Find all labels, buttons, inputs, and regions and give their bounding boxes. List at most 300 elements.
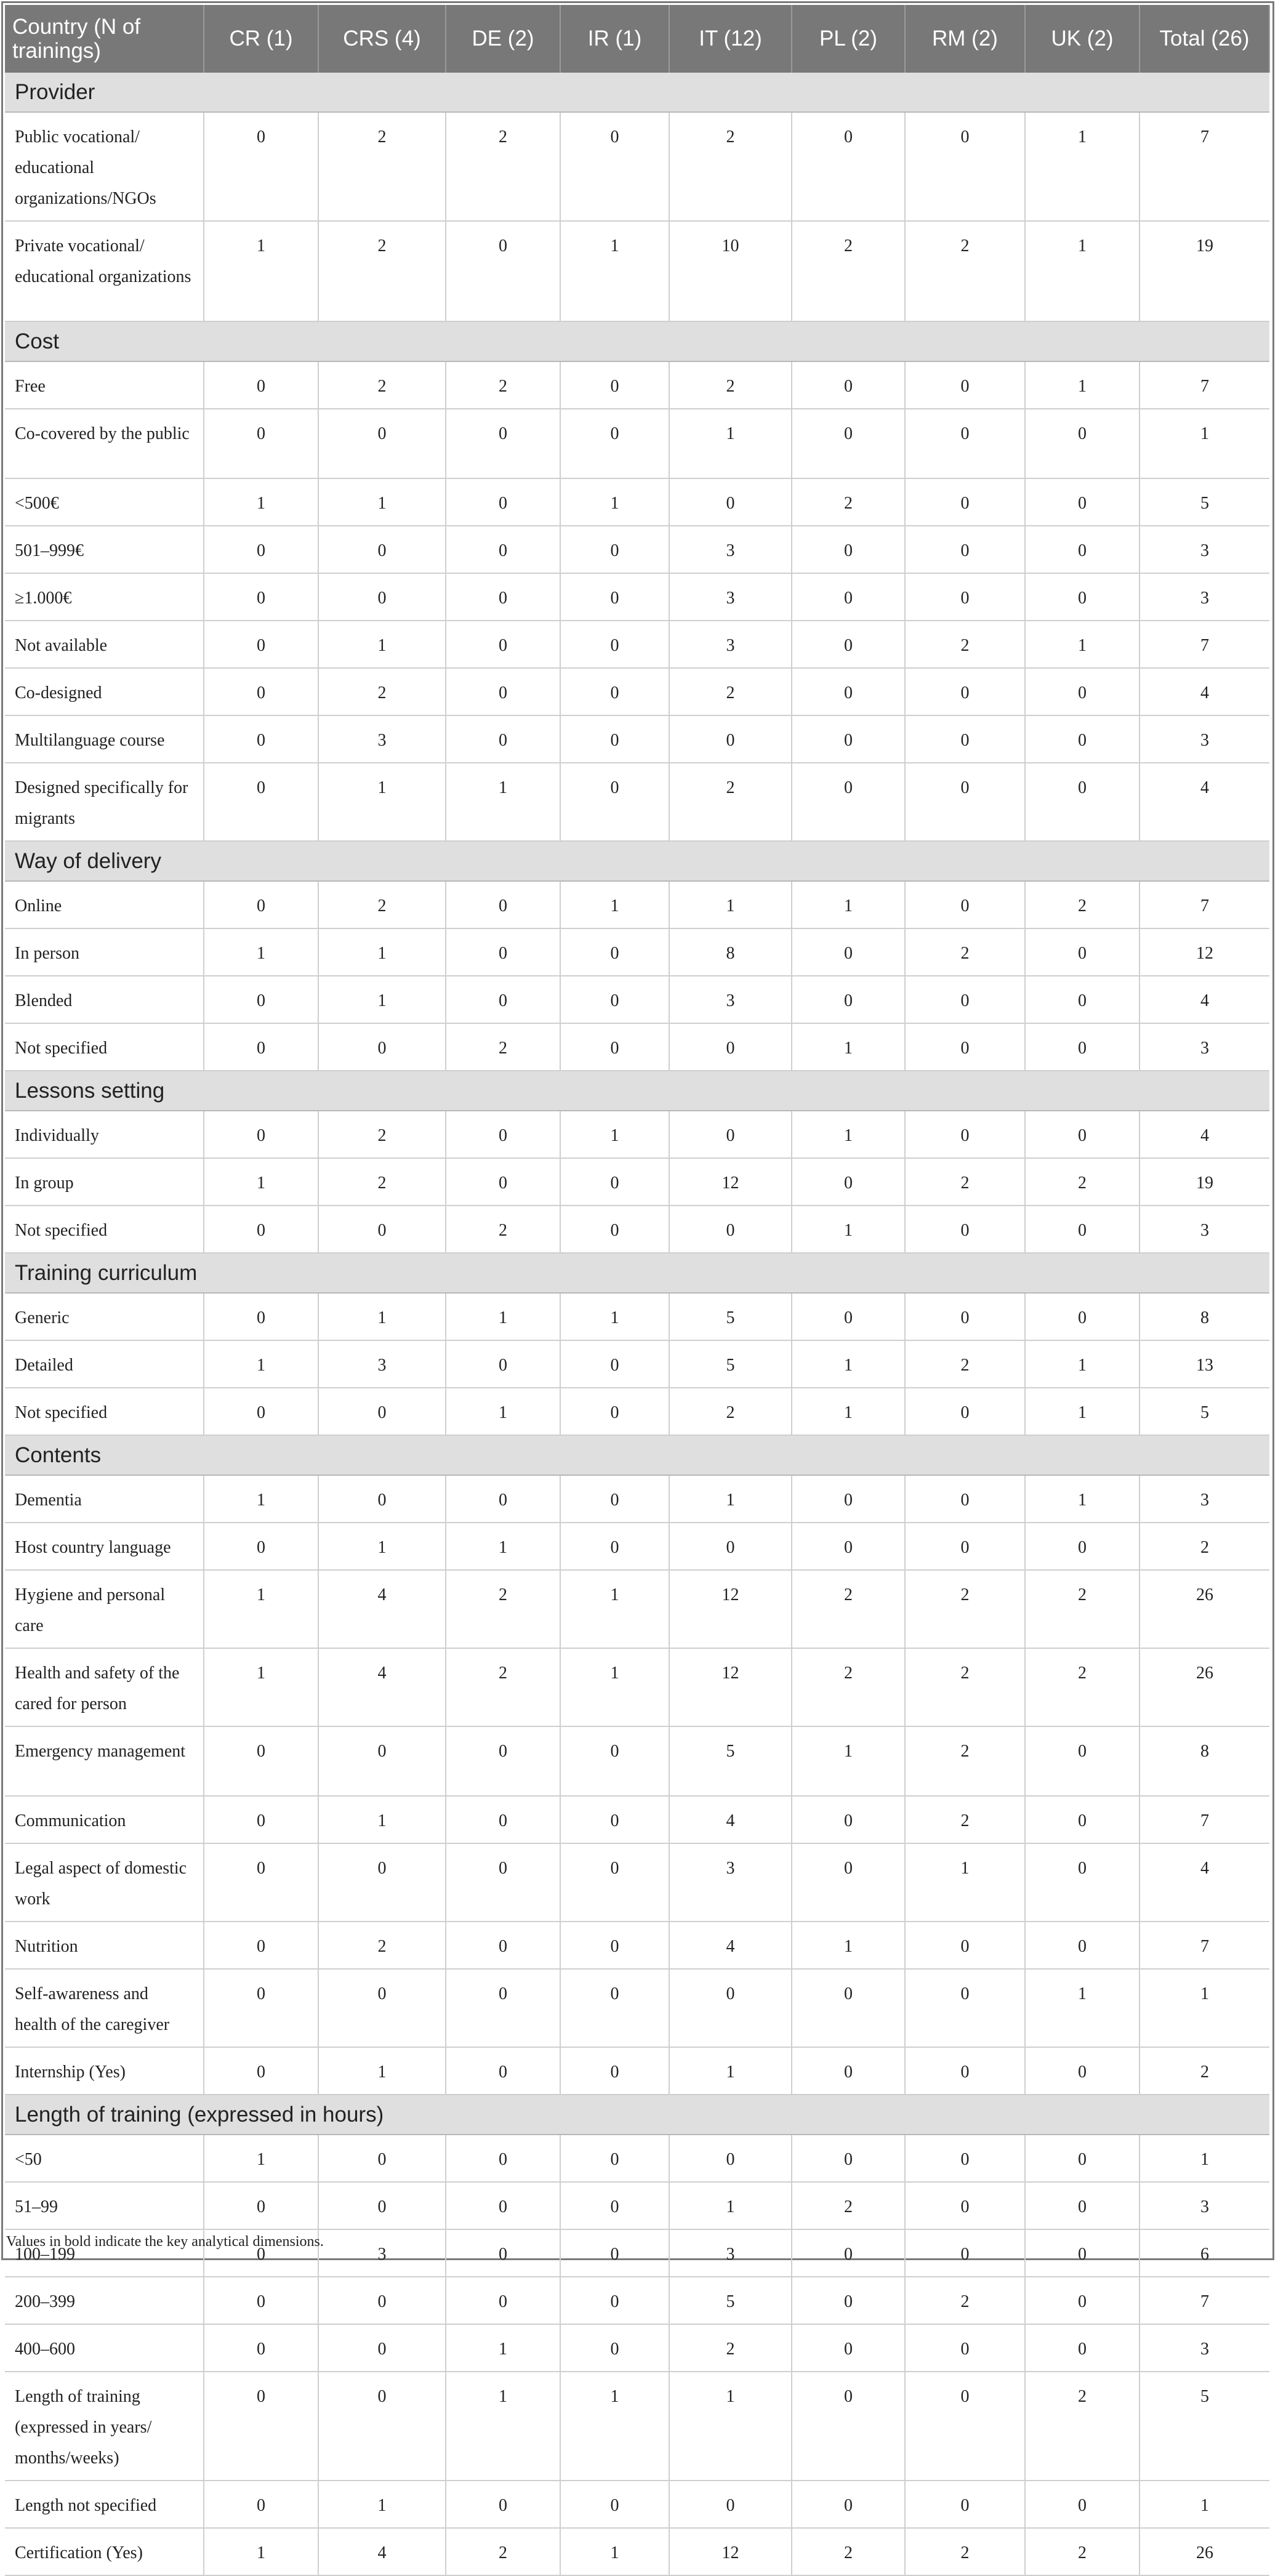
count-cell: 2 bbox=[905, 1796, 1025, 1843]
table-row bbox=[5, 2182, 1269, 2229]
count-cell: 1 bbox=[446, 1388, 560, 1435]
row-label: Public vocational/ educational organizations/NGOs bbox=[5, 112, 204, 221]
count-cell: 0 bbox=[905, 112, 1025, 221]
count-cell: 1 bbox=[446, 1293, 560, 1340]
total-cell: 4 bbox=[1139, 976, 1269, 1023]
count-cell: 0 bbox=[318, 1969, 446, 2047]
count-cell: 0 bbox=[792, 1969, 905, 2047]
count-cell: 0 bbox=[905, 2047, 1025, 2095]
count-cell: 3 bbox=[318, 715, 446, 763]
count-cell: 1 bbox=[204, 2135, 318, 2182]
count-cell: 0 bbox=[204, 1922, 318, 1969]
count-cell: 0 bbox=[318, 1475, 446, 1523]
count-cell: 1 bbox=[669, 1475, 792, 1523]
count-cell: 2 bbox=[905, 1648, 1025, 1726]
count-cell: 0 bbox=[446, 1969, 560, 2047]
count-cell: 10 bbox=[669, 221, 792, 321]
section-title: Lessons setting bbox=[5, 1071, 1269, 1111]
total-cell: 8 bbox=[1139, 1293, 1269, 1340]
count-cell: 1 bbox=[792, 1111, 905, 1158]
count-cell: 1 bbox=[560, 1648, 669, 1726]
count-cell: 2 bbox=[1025, 1158, 1139, 1205]
total-cell: 26 bbox=[1139, 1570, 1269, 1648]
count-cell: 2 bbox=[905, 1726, 1025, 1796]
count-cell: 2 bbox=[446, 2528, 560, 2575]
count-cell: 1 bbox=[905, 1843, 1025, 1922]
table-row bbox=[5, 2324, 1269, 2372]
table-row bbox=[5, 1922, 1269, 1969]
count-cell: 0 bbox=[446, 976, 560, 1023]
row-label: Not specified bbox=[5, 1023, 204, 1071]
count-cell: 0 bbox=[446, 2277, 560, 2324]
count-cell: 1 bbox=[318, 2047, 446, 2095]
count-cell: 0 bbox=[905, 2135, 1025, 2182]
count-cell: 0 bbox=[204, 1023, 318, 1071]
table-row bbox=[5, 1340, 1269, 1388]
count-cell: 1 bbox=[318, 976, 446, 1023]
count-cell: 1 bbox=[204, 1158, 318, 1205]
total-cell: 2 bbox=[1139, 2047, 1269, 2095]
row-label: Hygiene and personal care bbox=[5, 1570, 204, 1648]
count-cell: 0 bbox=[204, 976, 318, 1023]
section-title: Way of delivery bbox=[5, 841, 1269, 881]
count-cell: 0 bbox=[318, 1205, 446, 1253]
count-cell: 0 bbox=[905, 881, 1025, 928]
count-cell: 0 bbox=[446, 1111, 560, 1158]
row-label: Not available bbox=[5, 621, 204, 668]
count-cell: 1 bbox=[792, 1388, 905, 1435]
count-cell: 0 bbox=[905, 1205, 1025, 1253]
count-cell: 0 bbox=[1025, 2182, 1139, 2229]
table-row bbox=[5, 1648, 1269, 1726]
count-cell: 0 bbox=[905, 2372, 1025, 2481]
total-cell: 7 bbox=[1139, 2277, 1269, 2324]
table-body bbox=[5, 73, 1269, 2575]
count-cell: 2 bbox=[1025, 881, 1139, 928]
count-cell: 0 bbox=[204, 2229, 318, 2277]
count-cell: 4 bbox=[318, 2528, 446, 2575]
count-cell: 0 bbox=[792, 763, 905, 841]
section-header-row bbox=[5, 73, 1269, 112]
row-label: Free bbox=[5, 361, 204, 409]
total-cell: 3 bbox=[1139, 2324, 1269, 2372]
count-cell: 0 bbox=[1025, 2047, 1139, 2095]
count-cell: 0 bbox=[204, 2372, 318, 2481]
count-cell: 0 bbox=[446, 881, 560, 928]
column-header: Total (26) bbox=[1139, 5, 1269, 73]
count-cell: 1 bbox=[204, 1340, 318, 1388]
count-cell: 3 bbox=[669, 573, 792, 621]
section-header-row bbox=[5, 1071, 1269, 1111]
total-cell: 26 bbox=[1139, 2528, 1269, 2575]
count-cell: 0 bbox=[446, 715, 560, 763]
count-cell: 0 bbox=[204, 621, 318, 668]
count-cell: 0 bbox=[792, 1293, 905, 1340]
table-row bbox=[5, 1969, 1269, 2047]
count-cell: 2 bbox=[905, 1570, 1025, 1648]
count-cell: 0 bbox=[318, 2182, 446, 2229]
count-cell: 2 bbox=[792, 1570, 905, 1648]
count-cell: 0 bbox=[446, 1340, 560, 1388]
count-cell: 0 bbox=[318, 1843, 446, 1922]
count-cell: 0 bbox=[204, 668, 318, 715]
count-cell: 2 bbox=[446, 1648, 560, 1726]
total-cell: 4 bbox=[1139, 763, 1269, 841]
count-cell: 2 bbox=[792, 478, 905, 526]
count-cell: 1 bbox=[446, 2372, 560, 2481]
count-cell: 3 bbox=[669, 526, 792, 573]
count-cell: 0 bbox=[446, 1922, 560, 1969]
count-cell: 0 bbox=[204, 1111, 318, 1158]
table-row bbox=[5, 621, 1269, 668]
count-cell: 1 bbox=[792, 1726, 905, 1796]
count-cell: 1 bbox=[560, 1111, 669, 1158]
count-cell: 2 bbox=[669, 112, 792, 221]
column-header: UK (2) bbox=[1025, 5, 1139, 73]
count-cell: 0 bbox=[905, 715, 1025, 763]
count-cell: 1 bbox=[204, 478, 318, 526]
table-row bbox=[5, 573, 1269, 621]
count-cell: 0 bbox=[560, 409, 669, 478]
count-cell: 2 bbox=[446, 1570, 560, 1648]
total-cell: 7 bbox=[1139, 1922, 1269, 1969]
total-cell: 2 bbox=[1139, 1523, 1269, 1570]
count-cell: 0 bbox=[1025, 2135, 1139, 2182]
section-header-row bbox=[5, 841, 1269, 881]
table-row bbox=[5, 1523, 1269, 1570]
count-cell: 0 bbox=[204, 715, 318, 763]
count-cell: 0 bbox=[446, 221, 560, 321]
count-cell: 1 bbox=[669, 2372, 792, 2481]
count-cell: 1 bbox=[204, 2528, 318, 2575]
count-cell: 0 bbox=[905, 573, 1025, 621]
count-cell: 0 bbox=[1025, 1023, 1139, 1071]
total-cell: 5 bbox=[1139, 478, 1269, 526]
count-cell: 0 bbox=[560, 526, 669, 573]
row-label: Co-covered by the public bbox=[5, 409, 204, 478]
count-cell: 1 bbox=[204, 928, 318, 976]
count-cell: 0 bbox=[204, 1969, 318, 2047]
count-cell: 0 bbox=[792, 2324, 905, 2372]
count-cell: 1 bbox=[792, 1205, 905, 1253]
count-cell: 0 bbox=[446, 573, 560, 621]
count-cell: 0 bbox=[560, 1023, 669, 1071]
count-cell: 0 bbox=[204, 1388, 318, 1435]
count-cell: 0 bbox=[318, 573, 446, 621]
total-cell: 3 bbox=[1139, 526, 1269, 573]
row-label: Host country language bbox=[5, 1523, 204, 1570]
column-header: RM (2) bbox=[905, 5, 1025, 73]
count-cell: 0 bbox=[669, 1969, 792, 2047]
count-cell: 0 bbox=[905, 1523, 1025, 1570]
count-cell: 0 bbox=[792, 526, 905, 573]
table-row bbox=[5, 2481, 1269, 2528]
total-cell: 3 bbox=[1139, 1475, 1269, 1523]
table-row bbox=[5, 668, 1269, 715]
count-cell: 0 bbox=[446, 621, 560, 668]
total-cell: 3 bbox=[1139, 1205, 1269, 1253]
table-row bbox=[5, 1111, 1269, 1158]
table-row bbox=[5, 112, 1269, 221]
count-cell: 0 bbox=[204, 409, 318, 478]
count-cell: 2 bbox=[905, 621, 1025, 668]
total-cell: 7 bbox=[1139, 112, 1269, 221]
row-label: Length not specified bbox=[5, 2481, 204, 2528]
count-cell: 0 bbox=[1025, 2277, 1139, 2324]
count-cell: 1 bbox=[204, 1648, 318, 1726]
count-cell: 1 bbox=[669, 409, 792, 478]
count-cell: 0 bbox=[560, 976, 669, 1023]
column-header: IR (1) bbox=[560, 5, 669, 73]
count-cell: 0 bbox=[905, 1111, 1025, 1158]
table-row bbox=[5, 715, 1269, 763]
count-cell: 2 bbox=[792, 221, 905, 321]
count-cell: 1 bbox=[204, 1475, 318, 1523]
count-cell: 0 bbox=[446, 668, 560, 715]
count-cell: 0 bbox=[669, 1111, 792, 1158]
count-cell: 0 bbox=[560, 2481, 669, 2528]
table-row bbox=[5, 1796, 1269, 1843]
count-cell: 0 bbox=[669, 1205, 792, 1253]
count-cell: 2 bbox=[905, 1340, 1025, 1388]
count-cell: 1 bbox=[318, 2481, 446, 2528]
count-cell: 3 bbox=[669, 2229, 792, 2277]
count-cell: 0 bbox=[1025, 1726, 1139, 1796]
row-label: Blended bbox=[5, 976, 204, 1023]
table-row bbox=[5, 2135, 1269, 2182]
count-cell: 2 bbox=[1025, 1648, 1139, 1726]
count-cell: 0 bbox=[792, 2481, 905, 2528]
header-row bbox=[5, 5, 1269, 73]
count-cell: 0 bbox=[560, 1843, 669, 1922]
count-cell: 0 bbox=[905, 763, 1025, 841]
total-cell: 8 bbox=[1139, 1726, 1269, 1796]
row-label: Not specified bbox=[5, 1388, 204, 1435]
count-cell: 0 bbox=[446, 478, 560, 526]
count-cell: 0 bbox=[560, 2324, 669, 2372]
count-cell: 0 bbox=[669, 2135, 792, 2182]
count-cell: 0 bbox=[560, 928, 669, 976]
count-cell: 0 bbox=[560, 1158, 669, 1205]
count-cell: 1 bbox=[560, 2528, 669, 2575]
column-header: IT (12) bbox=[669, 5, 792, 73]
row-label: 400–600 bbox=[5, 2324, 204, 2372]
count-cell: 0 bbox=[204, 2324, 318, 2372]
count-cell: 0 bbox=[560, 361, 669, 409]
count-cell: 0 bbox=[792, 361, 905, 409]
count-cell: 0 bbox=[792, 1843, 905, 1922]
count-cell: 0 bbox=[1025, 763, 1139, 841]
count-cell: 0 bbox=[1025, 715, 1139, 763]
row-label: 501–999€ bbox=[5, 526, 204, 573]
row-label: 51–99 bbox=[5, 2182, 204, 2229]
count-cell: 0 bbox=[669, 1523, 792, 1570]
table-row bbox=[5, 361, 1269, 409]
count-cell: 2 bbox=[446, 361, 560, 409]
count-cell: 2 bbox=[446, 1205, 560, 1253]
count-cell: 0 bbox=[1025, 1111, 1139, 1158]
count-cell: 0 bbox=[204, 1796, 318, 1843]
total-cell: 1 bbox=[1139, 409, 1269, 478]
count-cell: 1 bbox=[560, 478, 669, 526]
count-cell: 1 bbox=[318, 928, 446, 976]
row-label: In person bbox=[5, 928, 204, 976]
table-row bbox=[5, 2277, 1269, 2324]
count-cell: 0 bbox=[1025, 1293, 1139, 1340]
count-cell: 5 bbox=[669, 1726, 792, 1796]
section-header-row bbox=[5, 1253, 1269, 1293]
count-cell: 2 bbox=[905, 221, 1025, 321]
count-cell: 12 bbox=[669, 1570, 792, 1648]
count-cell: 1 bbox=[560, 1570, 669, 1648]
count-cell: 0 bbox=[204, 112, 318, 221]
count-cell: 0 bbox=[446, 2135, 560, 2182]
row-label: <50 bbox=[5, 2135, 204, 2182]
row-label: Multilanguage course bbox=[5, 715, 204, 763]
count-cell: 0 bbox=[905, 2481, 1025, 2528]
count-cell: 1 bbox=[1025, 361, 1139, 409]
count-cell: 1 bbox=[1025, 112, 1139, 221]
row-label: <500€ bbox=[5, 478, 204, 526]
row-label: Online bbox=[5, 881, 204, 928]
row-label: Private vocational/ educational organizations bbox=[5, 221, 204, 321]
count-cell: 0 bbox=[560, 668, 669, 715]
count-cell: 0 bbox=[905, 1475, 1025, 1523]
count-cell: 0 bbox=[1025, 409, 1139, 478]
row-label: 200–399 bbox=[5, 2277, 204, 2324]
count-cell: 2 bbox=[318, 1922, 446, 1969]
table-footnote: Values in bold indicate the key analytical dimensions. bbox=[6, 2234, 324, 2250]
count-cell: 2 bbox=[318, 361, 446, 409]
count-cell: 0 bbox=[905, 1969, 1025, 2047]
count-cell: 0 bbox=[1025, 2229, 1139, 2277]
total-cell: 7 bbox=[1139, 621, 1269, 668]
count-cell: 0 bbox=[792, 1796, 905, 1843]
column-header: Country (N of trainings) bbox=[5, 5, 204, 73]
table-row bbox=[5, 1158, 1269, 1205]
count-cell: 1 bbox=[318, 621, 446, 668]
column-header: PL (2) bbox=[792, 5, 905, 73]
count-cell: 0 bbox=[792, 1158, 905, 1205]
count-cell: 0 bbox=[792, 112, 905, 221]
row-label: Not specified bbox=[5, 1205, 204, 1253]
count-cell: 0 bbox=[446, 2229, 560, 2277]
count-cell: 1 bbox=[446, 763, 560, 841]
count-cell: 0 bbox=[318, 526, 446, 573]
count-cell: 0 bbox=[446, 2481, 560, 2528]
count-cell: 3 bbox=[669, 621, 792, 668]
count-cell: 12 bbox=[669, 1648, 792, 1726]
table-row bbox=[5, 1023, 1269, 1071]
row-label: Length of training (expressed in years/ months/weeks) bbox=[5, 2372, 204, 2481]
total-cell: 3 bbox=[1139, 2182, 1269, 2229]
table-row bbox=[5, 763, 1269, 841]
count-cell: 0 bbox=[1025, 2481, 1139, 2528]
count-cell: 0 bbox=[446, 1158, 560, 1205]
count-cell: 2 bbox=[446, 112, 560, 221]
table-row bbox=[5, 1205, 1269, 1253]
count-cell: 2 bbox=[905, 2528, 1025, 2575]
count-cell: 0 bbox=[446, 2182, 560, 2229]
total-cell: 19 bbox=[1139, 221, 1269, 321]
count-cell: 1 bbox=[318, 763, 446, 841]
count-cell: 2 bbox=[669, 668, 792, 715]
section-title: Cost bbox=[5, 321, 1269, 361]
row-label: Health and safety of the cared for person bbox=[5, 1648, 204, 1726]
count-cell: 0 bbox=[1025, 1922, 1139, 1969]
count-cell: 2 bbox=[318, 1158, 446, 1205]
row-label: Communication bbox=[5, 1796, 204, 1843]
count-cell: 0 bbox=[792, 976, 905, 1023]
table-row bbox=[5, 2047, 1269, 2095]
count-cell: 0 bbox=[204, 526, 318, 573]
count-cell: 0 bbox=[792, 2135, 905, 2182]
count-cell: 0 bbox=[318, 1726, 446, 1796]
count-cell: 1 bbox=[560, 881, 669, 928]
count-cell: 5 bbox=[669, 2277, 792, 2324]
count-cell: 0 bbox=[560, 1726, 669, 1796]
count-cell: 0 bbox=[792, 573, 905, 621]
section-title: Length of training (expressed in hours) bbox=[5, 2095, 1269, 2135]
count-cell: 0 bbox=[560, 1205, 669, 1253]
table-row bbox=[5, 1726, 1269, 1796]
count-cell: 1 bbox=[792, 1023, 905, 1071]
row-label: 100–199 bbox=[5, 2229, 204, 2277]
row-label: Self-awareness and health of the caregiver bbox=[5, 1969, 204, 2047]
column-header: CR (1) bbox=[204, 5, 318, 73]
count-cell: 0 bbox=[318, 1023, 446, 1071]
count-cell: 0 bbox=[446, 928, 560, 976]
row-label: Detailed bbox=[5, 1340, 204, 1388]
count-cell: 1 bbox=[318, 1293, 446, 1340]
count-cell: 0 bbox=[792, 2229, 905, 2277]
count-cell: 0 bbox=[1025, 1523, 1139, 1570]
total-cell: 1 bbox=[1139, 2135, 1269, 2182]
row-label: In group bbox=[5, 1158, 204, 1205]
count-cell: 0 bbox=[905, 2229, 1025, 2277]
count-cell: 1 bbox=[1025, 1475, 1139, 1523]
count-cell: 1 bbox=[1025, 221, 1139, 321]
count-cell: 0 bbox=[204, 881, 318, 928]
count-cell: 0 bbox=[204, 1726, 318, 1796]
section-title: Contents bbox=[5, 1435, 1269, 1475]
count-cell: 1 bbox=[1025, 1969, 1139, 2047]
count-cell: 0 bbox=[1025, 1796, 1139, 1843]
count-cell: 0 bbox=[1025, 573, 1139, 621]
count-cell: 1 bbox=[560, 1293, 669, 1340]
count-cell: 0 bbox=[446, 1843, 560, 1922]
table-row bbox=[5, 526, 1269, 573]
count-cell: 0 bbox=[1025, 1205, 1139, 1253]
count-cell: 3 bbox=[318, 1340, 446, 1388]
table-row bbox=[5, 409, 1269, 478]
count-cell: 0 bbox=[1025, 976, 1139, 1023]
count-cell: 0 bbox=[560, 112, 669, 221]
table-row bbox=[5, 976, 1269, 1023]
count-cell: 0 bbox=[204, 2481, 318, 2528]
count-cell: 0 bbox=[560, 763, 669, 841]
count-cell: 2 bbox=[1025, 2528, 1139, 2575]
count-cell: 0 bbox=[560, 2182, 669, 2229]
count-cell: 0 bbox=[204, 1843, 318, 1922]
count-cell: 0 bbox=[204, 1293, 318, 1340]
count-cell: 0 bbox=[318, 2277, 446, 2324]
count-cell: 1 bbox=[560, 2372, 669, 2481]
count-cell: 2 bbox=[318, 668, 446, 715]
count-cell: 0 bbox=[560, 1475, 669, 1523]
total-cell: 3 bbox=[1139, 715, 1269, 763]
table-row bbox=[5, 881, 1269, 928]
